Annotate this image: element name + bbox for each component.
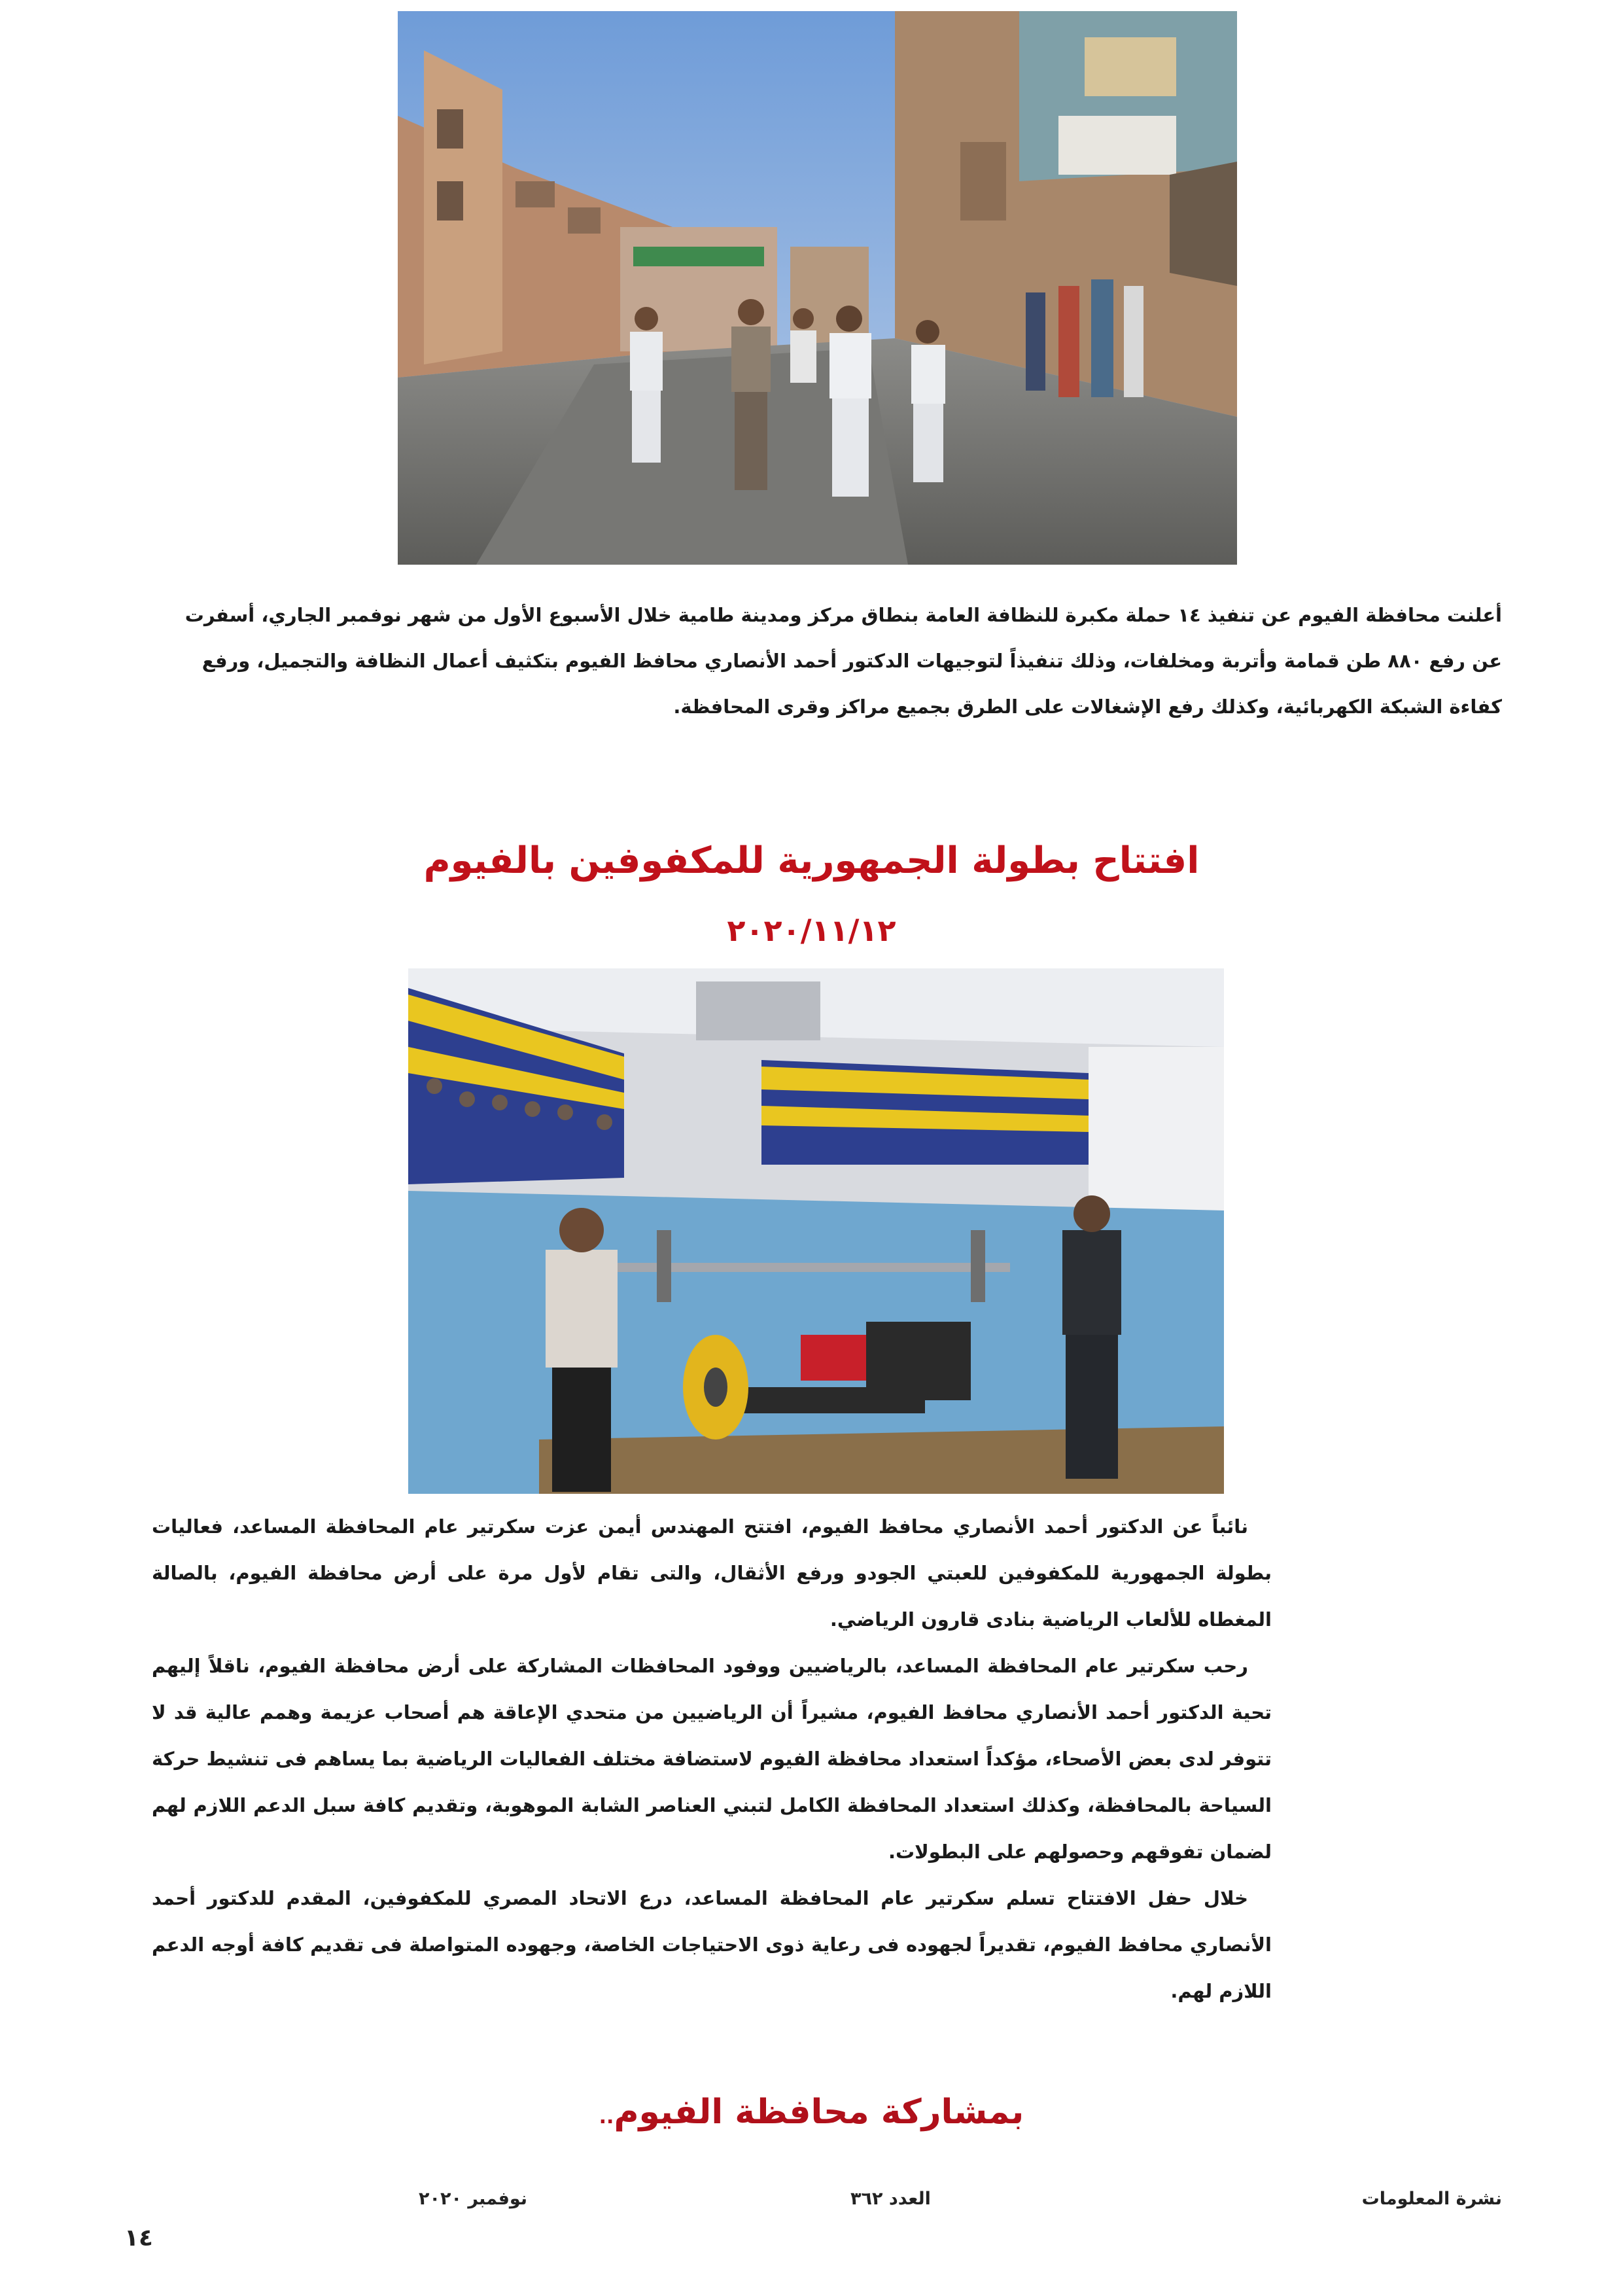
closing-line xyxy=(0,2093,1623,2132)
article-title: افتتاح بطولة الجمهورية للمكفوفين بالفيوم xyxy=(423,839,1200,882)
article-date: ٢٠٢٠/١١/١٢ xyxy=(727,913,896,948)
campaign-line-3: كفاءة الشبكة الكهربائية، وكذلك رفع الإشغالات على الطرق بجميع مراكز وقرى المحافظة. xyxy=(673,696,1502,718)
article-body xyxy=(152,1504,1272,2015)
closing-ellipsis: .. xyxy=(599,2106,614,2128)
article-paragraph-2: رحب سكرتير عام المحافظة المساعد، بالرياضيين ووفود المحافظات المشاركة على أرض محافظة الفيوم، ناقلاً إليهم تحية الدكتور أحمد الأنصاري محافظ الفيوم، مشيراً أن الرياضيين من متحدي الإعاقة هم أصحاب عزيمة وهمم عالية قد لا تتوفر لدى بعض الأصحاء، مؤكداً استعداد محافظة الفيوم لاستضافة مختلف الفعاليات الرياضية بما يساهم فى تنشيط حركة السياحة بالمحافظة، وكذلك استعداد المحافظة الكامل لتبني العناصر الشابة الموهوبة، وتقديم كافة سبل الدعم اللازم لهم لضمان تفوقهم وحصولهم على البطولات. xyxy=(152,1655,1272,1863)
weightlifting-photo xyxy=(408,968,1224,1494)
closing-text: بمشاركة محافظة الفيوم xyxy=(614,2093,1024,2132)
article-paragraph-1: نائباً عن الدكتور أحمد الأنصاري محافظ الفيوم، افتتح المهندس أيمن عزت سكرتير عام المحافظة المساعد، فعاليات بطولة الجمهورية للمكفوفين للعبتي الجودو ورفع الأثقال، والتى تقام لأول مرة على أرض محافظة الفيوم، بالصالة المغطاه للألعاب الرياضية بنادى قارون الرياضي. xyxy=(152,1515,1272,1631)
campaign-line-1: أعلنت محافظة الفيوم عن تنفيذ ١٤ حملة مكبرة للنظافة العامة بنطاق مركز ومدينة طامية خلال الأسبوع الأول من شهر نوفمبر الجاري، أسفرت xyxy=(184,604,1502,626)
footer-publication: نشرة المعلومات xyxy=(1361,2189,1502,2209)
campaign-line-2: عن رفع ٨٨٠ طن قمامة وأتربة ومخلفات، وذلك تنفيذاً لتوجيهات الدكتور أحمد الأنصاري محافظ الفيوم بتكثيف أعمال النظافة والتجميل، ورفع xyxy=(201,650,1502,672)
street-campaign-photo xyxy=(398,11,1237,565)
article-paragraph-3: خلال حفل الافتتاح تسلم سكرتير عام المحافظة المساعد، درع الاتحاد المصري للمكفوفين، المقدم للدكتور أحمد الأنصاري محافظ الفيوم، تقديراً لجهوده فى رعاية ذوى الاحتياجات الخاصة، وجهوده المتواصلة فى تقديم كافة أوجه الدعم اللازم لهم. xyxy=(152,1887,1272,2002)
footer-issue: العدد ٣٦٢ xyxy=(850,2189,931,2209)
footer-month: نوفمبر ٢٠٢٠ xyxy=(419,2189,527,2209)
campaign-paragraph xyxy=(122,592,1502,730)
page-number: ١٤ xyxy=(124,2225,153,2252)
